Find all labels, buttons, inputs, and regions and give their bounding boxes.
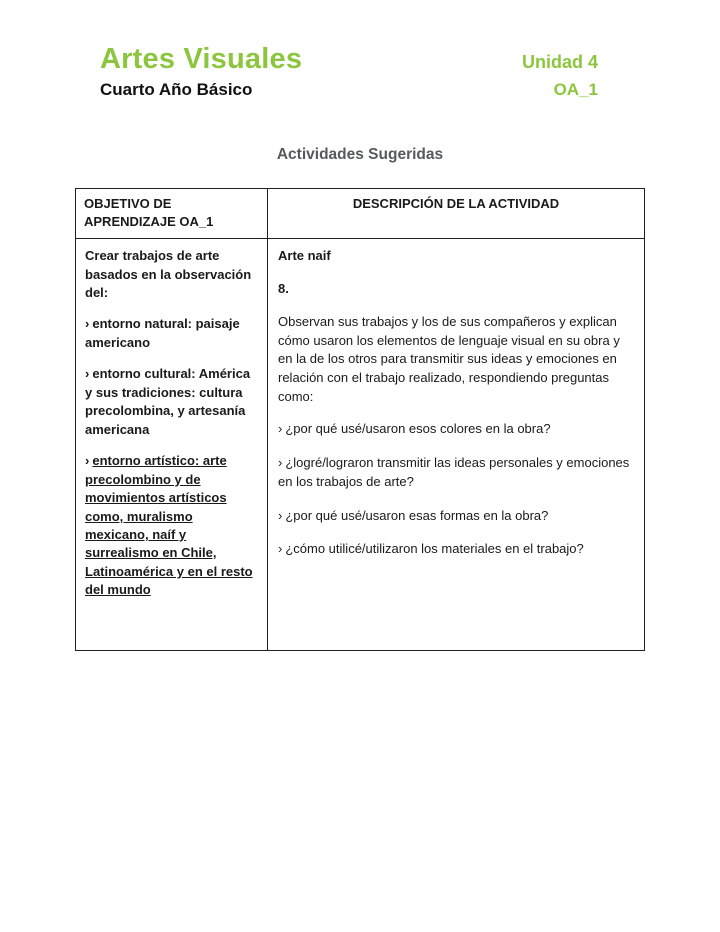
document-title: Artes Visuales <box>100 43 303 75</box>
bullet-glyph: › <box>85 453 90 469</box>
bullet-glyph: › <box>278 454 283 470</box>
document-header <box>0 0 720 100</box>
bullet-glyph: › <box>278 507 283 523</box>
table-header-row <box>76 189 645 239</box>
objective-column-header: OBJETIVO DE APRENDIZAJE OA_1 <box>76 189 268 239</box>
activity-question: › ¿por qué usé/usaron esos colores en la obra? <box>278 421 551 436</box>
description-column-header: DESCRIPCIÓN DE LA ACTIVIDAD <box>268 189 645 239</box>
bullet-glyph: › <box>278 421 283 436</box>
unit-label: Unidad 4 <box>521 52 598 72</box>
section-title: Actividades Sugeridas <box>276 146 444 163</box>
document-subtitle: Cuarto Año Básico <box>100 79 253 99</box>
bullet-glyph: › <box>85 366 90 382</box>
activity-cell <box>268 239 645 651</box>
oa-label: OA_1 <box>553 80 598 99</box>
objective-item: › entorno natural: paisaje americano <box>85 316 240 350</box>
activity-description: Observan sus trabajos y los de sus compañeros y explican cómo usaron los elementos de lenguaje visual en su obra y en la de los otros para transmitir sus ideas y emociones en relación con el trabajo realizado, respondiendo preguntas como: <box>278 313 620 405</box>
objective-cell <box>76 239 268 651</box>
objective-item-underlined: › entorno artístico: arte precolombino y de movimientos artísticos como, muralismo mexicano, naíf y surrealismo en Chile, Latinoamérica y en el resto del mundo <box>85 453 253 598</box>
objective-item: › entorno cultural: América y sus tradiciones: cultura precolombina, y artesanía americana <box>85 366 251 437</box>
activity-question: › ¿por qué usé/usaron esas formas en la obra? <box>278 507 549 523</box>
table-body-row <box>76 239 645 651</box>
header-right <box>522 44 598 100</box>
header-left <box>100 44 302 100</box>
activity-question: › ¿logré/lograron transmitir las ideas personales y emociones en los trabajos de arte? <box>278 454 630 489</box>
activity-question: › ¿cómo utilicé/utilizaron los materiales en el trabajo? <box>278 541 584 557</box>
objective-intro: Crear trabajos de arte basados en la observación del: <box>85 248 252 300</box>
bullet-glyph: › <box>85 316 90 332</box>
activity-number: 8. <box>278 280 289 296</box>
activity-title: Arte naif <box>278 248 331 264</box>
activities-table <box>75 188 645 651</box>
bullet-glyph: › <box>278 541 283 557</box>
